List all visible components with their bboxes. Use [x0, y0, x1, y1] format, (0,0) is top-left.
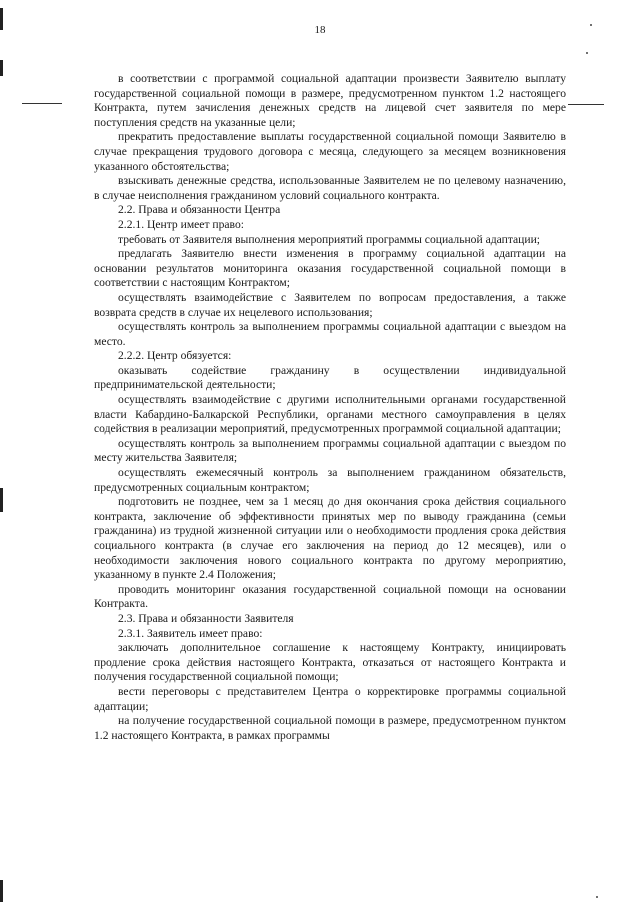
paragraph: осуществлять взаимодействие с другими исполнительными органами государственной власти Кабардино-Балкарской Республики, органами местного самоуправления в целях содействия в реализации мероприятий, предусмотренных программой социальной адаптации; [94, 393, 566, 436]
paragraph: подготовить не позднее, чем за 1 месяц до дня окончания срока действия социального контракта, заключение об эффективности принятых мер по выводу гражданина (семьи гражданина) из трудной жизненной ситуации или о необходимости продления срока действия социального контракта (в случае его заключения на период до 12 месяцев), или о необходимости заключения нового социального контракта по другому мероприятию, указанному в пункте 2.4 Положения; [94, 495, 566, 582]
section-heading: 2.2. Права и обязанности Центра [118, 203, 281, 217]
paragraph: осуществлять контроль за выполнением программы социальной адаптации с выездом по месту жительства Заявителя; [94, 436, 566, 465]
scan-speck [586, 52, 588, 54]
paragraph: вести переговоры с представителем Центра о корректировке программы социальной адаптации; [94, 684, 566, 713]
paragraph: осуществлять контроль за выполнением программы социальной адаптации с выездом на место. [94, 320, 566, 348]
paragraph: заключать дополнительное соглашение к настоящему Контракту, инициировать продление срока действия настоящего Контракта, отказаться от настоящего Контракта и получения государственной социальной помощи; [94, 641, 566, 684]
paragraph: оказывать содействие гражданину в осуществлении индивидуальной предпринимательской деятельности; [94, 363, 566, 392]
document-body [94, 72, 566, 743]
subsection-heading: 2.3.1. Заявитель имеет право: [118, 626, 263, 640]
paragraph: на получение государственной социальной помощи в размере, предусмотренном пунктом 1.2 настоящего Контракта, в рамках программы [94, 714, 566, 742]
paragraph: проводить мониторинг оказания государственной социальной помощи на основании Контракта. [94, 582, 566, 611]
scan-artifact-dash [22, 103, 62, 104]
section-heading: 2.3. Права и обязанности Заявителя [118, 611, 294, 625]
subsection-heading: 2.2.1. Центр имеет право: [118, 217, 244, 231]
paragraph: предлагать Заявителю внести изменения в программу социальной адаптации на основании результатов мониторинга оказания государственной социальной помощи в соответствии с настоящим Контрактом; [94, 247, 566, 290]
paragraph: взыскивать денежные средства, использованные Заявителем не по целевому назначению, в случае неисполнения гражданином условий социального контракта. [94, 174, 566, 202]
scan-speck [596, 896, 598, 898]
paragraph: в соответствии с программой социальной адаптации произвести Заявителю выплату государственной социальной помощи в размере, предусмотренном пунктом 1.2 настоящего Контракта, путем зачисления денежных средств на лицевой счет заявителя по мере поступления средств на указанные цели; [94, 72, 566, 129]
paragraph: осуществлять ежемесячный контроль за выполнением гражданином обязательств, предусмотренных социальным контрактом; [94, 466, 566, 494]
scan-left-margin-line [0, 60, 3, 76]
paragraph: осуществлять взаимодействие с Заявителем по вопросам предоставления, а также возврата средств в случае их нецелевого использования; [94, 290, 566, 319]
paragraph: требовать от Заявителя выполнения мероприятий программы социальной адаптации; [118, 232, 541, 246]
scan-artifact-dash [568, 104, 604, 105]
subsection-heading: 2.2.2. Центр обязуется: [118, 349, 232, 363]
paragraph: прекратить предоставление выплаты государственной социальной помощи Заявителю в случае прекращения трудового договора с месяца, следующего за месяцем возникновения указанного обстоятельства; [94, 130, 566, 173]
scan-left-margin-line [0, 880, 3, 902]
page-number: 18 [314, 24, 326, 36]
scan-left-margin-line [0, 488, 3, 512]
